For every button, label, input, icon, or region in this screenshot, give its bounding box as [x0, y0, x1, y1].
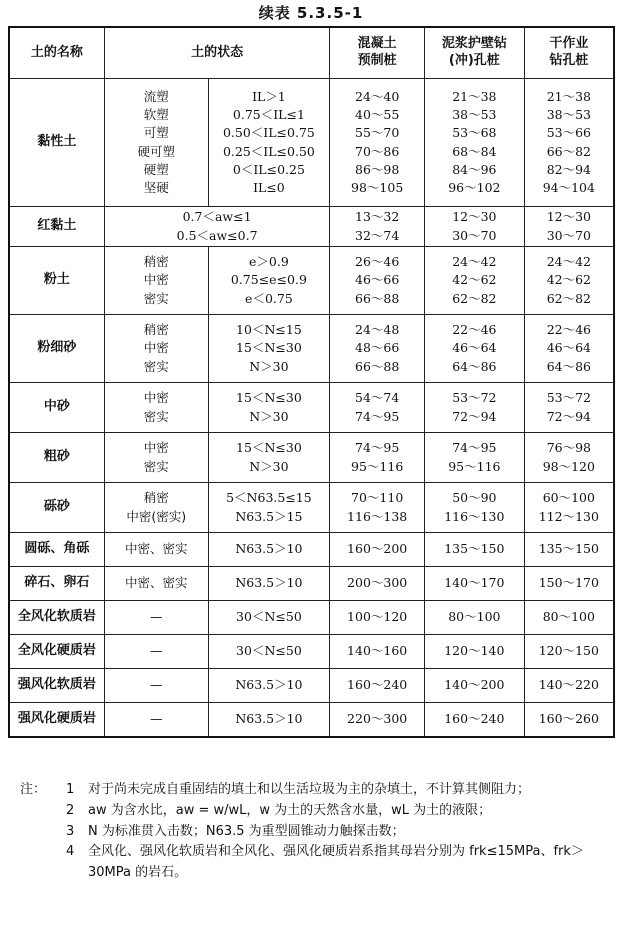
slurry-value-cell — [425, 383, 525, 433]
soil-state-cell-line: 中密 — [143, 340, 169, 356]
soil-condition-cell-line: 0.50＜IL≤0.75 — [222, 125, 315, 141]
table-row — [9, 433, 614, 483]
dry-value-cell-line: 21～38 — [546, 89, 591, 105]
slurry-value-cell-line: 21～38 — [452, 89, 497, 105]
table-row — [9, 635, 614, 669]
precast-value-cell — [330, 79, 425, 207]
slurry-value-cell — [425, 79, 525, 207]
precast-value-cell — [330, 315, 425, 383]
precast-value-cell-line: 54～74 — [355, 390, 400, 406]
slurry-value-cell-line: 74～95 — [452, 440, 497, 456]
dry-value-cell — [524, 483, 614, 533]
slurry-value-cell-line: 80～100 — [448, 609, 501, 625]
soil-condition-cell — [208, 635, 330, 669]
note-text: 全风化、强风化软质岩和全风化、强风化硬质岩系指其母岩分别为 frk≤15MPa、frk＞30MPa 的岩石。 — [88, 844, 584, 881]
table-row — [9, 533, 614, 567]
table-row — [9, 669, 614, 703]
soil-condition-cell-line: N＞30 — [249, 408, 289, 424]
dry-value-cell-line: 82～94 — [546, 161, 591, 177]
soil-state-cell-line: 硬可塑 — [137, 143, 175, 159]
soil-condition-cell-line: N63.5＞10 — [235, 711, 303, 727]
soil-condition-cell-line: 15＜N≤30 — [236, 390, 302, 406]
slurry-value-cell — [425, 567, 525, 601]
header-precast-pile: 混凝土 预制桩 — [330, 27, 425, 79]
slurry-value-cell-line: 53～72 — [452, 390, 497, 406]
soil-state-cell — [104, 383, 208, 433]
soil-condition-cell-line: N＞30 — [249, 458, 289, 474]
precast-value-cell — [330, 483, 425, 533]
soil-name-cell: 粉土 — [9, 247, 104, 315]
table-row — [9, 483, 614, 533]
slurry-value-cell-line: 72～94 — [452, 408, 497, 424]
soil-condition-cell — [208, 483, 330, 533]
dry-value-cell-line: 24～42 — [546, 254, 591, 270]
soil-condition-cell-line: e＞0.9 — [249, 254, 289, 270]
dry-value-cell-line: 62～82 — [546, 290, 591, 306]
soil-condition-cell — [104, 207, 329, 247]
soil-state-cell — [104, 601, 208, 635]
dry-value-cell — [524, 383, 614, 433]
side-resistance-table — [8, 26, 615, 738]
soil-condition-cell — [208, 433, 330, 483]
table-row — [9, 703, 614, 737]
dry-value-cell-line: 80～100 — [542, 609, 595, 625]
slurry-value-cell — [425, 703, 525, 737]
table-row — [9, 383, 614, 433]
note-label — [20, 801, 66, 822]
header-soil-name: 土的名称 — [9, 27, 104, 79]
slurry-value-cell-line: 64～86 — [452, 358, 497, 374]
note-number: 1 — [66, 782, 75, 797]
dry-value-cell-line: 140～220 — [538, 677, 599, 693]
precast-value-cell-line: 140～160 — [347, 643, 408, 659]
precast-value-cell-line: 40～55 — [355, 107, 400, 123]
soil-state-cell-line: 稍密 — [143, 254, 169, 270]
soil-condition-cell-line: 30＜N≤50 — [236, 609, 302, 625]
precast-value-cell-line: 116～138 — [347, 508, 408, 524]
table-row — [9, 247, 614, 315]
note-text: N 为标准贯入击数；N63.5 为重型圆锥动力触探击数； — [88, 823, 405, 839]
dry-value-cell — [524, 315, 614, 383]
slurry-value-cell-line: 42～62 — [452, 272, 497, 288]
dry-value-cell — [524, 79, 614, 207]
soil-name-cell: 碎石、卵石 — [9, 567, 104, 601]
soil-state-cell — [104, 247, 208, 315]
soil-state-cell — [104, 703, 208, 737]
precast-value-cell-line: 46～66 — [355, 272, 400, 288]
note-text: 对于尚未完成自重固结的填土和以生活垃圾为主的杂填土，不计算其侧阻力； — [88, 782, 531, 797]
dry-value-cell-line: 46～64 — [546, 340, 591, 356]
soil-condition-cell-line: N＞30 — [249, 358, 289, 374]
soil-condition-cell-line: 5＜N63.5≤15 — [226, 490, 312, 506]
soil-state-cell-line: 稍密 — [143, 490, 169, 506]
header-dry-pile: 干作业 钻孔桩 — [524, 27, 614, 79]
dry-value-cell-line: 94～104 — [542, 179, 595, 195]
slurry-value-cell-line: 120～140 — [444, 643, 505, 659]
slurry-value-cell — [425, 533, 525, 567]
slurry-value-cell-line: 62～82 — [452, 290, 497, 306]
soil-name-cell: 砾砂 — [9, 483, 104, 533]
soil-condition-cell — [208, 79, 330, 207]
precast-value-cell — [330, 601, 425, 635]
precast-value-cell-line: 48～66 — [355, 340, 400, 356]
soil-condition-cell-line: IL≤0 — [253, 179, 285, 195]
slurry-value-cell — [425, 207, 525, 247]
notes-section — [20, 780, 610, 884]
precast-value-cell — [330, 433, 425, 483]
slurry-value-cell-line: 84～96 — [452, 161, 497, 177]
soil-condition-cell — [208, 315, 330, 383]
table-title: 续表 5.3.5-1 — [258, 4, 364, 22]
dry-value-cell-line: 64～86 — [546, 358, 591, 374]
soil-state-cell-line: — — [149, 711, 163, 727]
precast-value-cell-line: 74～95 — [355, 440, 400, 456]
precast-value-cell — [330, 247, 425, 315]
soil-condition-cell — [208, 247, 330, 315]
dry-value-cell — [524, 703, 614, 737]
precast-value-cell-line: 55～70 — [355, 125, 400, 141]
slurry-value-cell-line: 46～64 — [452, 340, 497, 356]
soil-name-cell: 强风化硬质岩 — [9, 703, 104, 737]
soil-state-cell-line: 中密、密实 — [124, 575, 188, 591]
dry-value-cell-line: 22～46 — [546, 322, 591, 338]
soil-state-cell-line: 中密 — [143, 390, 169, 406]
soil-state-cell — [104, 533, 208, 567]
slurry-value-cell — [425, 433, 525, 483]
note-number: 4 — [66, 844, 75, 860]
soil-state-cell — [104, 79, 208, 207]
slurry-value-cell-line: 140～170 — [444, 575, 505, 591]
dry-value-cell — [524, 533, 614, 567]
header-soil-state: 土的状态 — [104, 27, 329, 79]
soil-condition-cell — [208, 383, 330, 433]
dry-value-cell — [524, 207, 614, 247]
soil-condition-cell-line: 0.7＜aw≤1 — [182, 209, 252, 225]
header-row — [9, 27, 614, 79]
precast-value-cell — [330, 207, 425, 247]
soil-state-cell-line: 软塑 — [143, 107, 169, 123]
precast-value-cell-line: 74～95 — [355, 408, 400, 424]
note-number: 2 — [66, 802, 75, 818]
precast-value-cell-line: 160～240 — [347, 677, 408, 693]
slurry-value-cell — [425, 635, 525, 669]
soil-condition-cell — [208, 669, 330, 703]
slurry-value-cell — [425, 315, 525, 383]
note-label: 注： — [20, 782, 47, 797]
dry-value-cell — [524, 567, 614, 601]
soil-condition-cell-line: N63.5＞10 — [235, 541, 303, 557]
slurry-value-cell — [425, 483, 525, 533]
soil-state-cell — [104, 315, 208, 383]
dry-value-cell-line: 98～120 — [542, 458, 595, 474]
soil-condition-cell-line: 0.75≤e≤0.9 — [230, 272, 307, 288]
soil-state-cell — [104, 635, 208, 669]
slurry-value-cell-line: 68～84 — [452, 143, 497, 159]
slurry-value-cell-line: 140～200 — [444, 677, 505, 693]
soil-state-cell-line: — — [149, 643, 163, 659]
slurry-value-cell-line: 160～240 — [444, 711, 505, 727]
soil-condition-cell-line: 0＜IL≤0.25 — [232, 161, 305, 177]
precast-value-cell — [330, 703, 425, 737]
header-slurry-pile: 泥浆护壁钻 (冲)孔桩 — [425, 27, 525, 79]
dry-value-cell — [524, 669, 614, 703]
soil-state-cell — [104, 669, 208, 703]
table-row — [9, 601, 614, 635]
soil-condition-cell — [208, 703, 330, 737]
dry-value-cell-line: 72～94 — [546, 408, 591, 424]
soil-condition-cell-line: N63.5＞10 — [235, 677, 303, 693]
slurry-value-cell — [425, 247, 525, 315]
soil-state-cell — [104, 483, 208, 533]
soil-state-cell-line: 稍密 — [143, 322, 169, 338]
precast-value-cell-line: 26～46 — [355, 254, 400, 270]
precast-value-cell-line: 66～88 — [355, 358, 400, 374]
soil-condition-cell-line: N63.5＞10 — [235, 575, 303, 591]
soil-condition-cell-line: 0.5＜aw≤0.7 — [176, 227, 258, 243]
precast-value-cell-line: 66～88 — [355, 290, 400, 306]
precast-value-cell-line: 70～86 — [355, 143, 400, 159]
soil-name-cell: 黏性土 — [9, 79, 104, 207]
soil-name-cell: 全风化硬质岩 — [9, 635, 104, 669]
slurry-value-cell-line: 116～130 — [444, 508, 505, 524]
soil-condition-cell-line: 0.75＜IL≤1 — [232, 107, 305, 123]
dry-value-cell-line: 150～170 — [538, 575, 599, 591]
note-label — [20, 842, 66, 884]
soil-state-cell-line: 流塑 — [143, 89, 169, 105]
precast-value-cell-line: 100～120 — [347, 609, 408, 625]
soil-state-cell-line: 密实 — [143, 458, 169, 474]
soil-state-cell — [104, 433, 208, 483]
soil-state-cell-line: — — [149, 677, 163, 693]
slurry-value-cell-line: 50～90 — [452, 490, 497, 506]
soil-name-cell: 全风化软质岩 — [9, 601, 104, 635]
precast-value-cell-line: 98～105 — [351, 179, 404, 195]
note-item — [20, 842, 610, 884]
note-text: aw 为含水比，aw = w/wL，w 为土的天然含水量，wL 为土的液限； — [88, 802, 492, 818]
soil-state-cell-line: 密实 — [143, 408, 169, 424]
note-number: 3 — [66, 823, 75, 839]
dry-value-cell — [524, 433, 614, 483]
precast-value-cell-line: 32～74 — [355, 227, 400, 243]
soil-state-cell-line: 密实 — [143, 290, 169, 306]
table-row — [9, 315, 614, 383]
soil-state-cell-line: 可塑 — [143, 125, 169, 141]
precast-value-cell — [330, 669, 425, 703]
soil-name-cell: 圆砾、角砾 — [9, 533, 104, 567]
precast-value-cell — [330, 635, 425, 669]
precast-value-cell-line: 70～110 — [351, 490, 404, 506]
slurry-value-cell-line: 24～42 — [452, 254, 497, 270]
dry-value-cell-line: 120～150 — [538, 643, 599, 659]
soil-state-cell-line: 中密 — [143, 440, 169, 456]
dry-value-cell-line: 42～62 — [546, 272, 591, 288]
soil-condition-cell-line: 0.25＜IL≤0.50 — [222, 143, 315, 159]
dry-value-cell-line: 12～30 — [546, 209, 591, 225]
precast-value-cell-line: 24～40 — [355, 89, 400, 105]
dry-value-cell-line: 135～150 — [538, 541, 599, 557]
slurry-value-cell — [425, 669, 525, 703]
precast-value-cell-line: 95～116 — [351, 458, 404, 474]
soil-condition-cell — [208, 533, 330, 567]
soil-state-cell-line: 坚硬 — [143, 179, 169, 195]
soil-condition-cell-line: e＜0.75 — [245, 290, 293, 306]
slurry-value-cell-line: 30～70 — [452, 227, 497, 243]
slurry-value-cell-line: 95～116 — [448, 458, 501, 474]
dry-value-cell-line: 38～53 — [546, 107, 591, 123]
soil-condition-cell-line: 10＜N≤15 — [236, 322, 302, 338]
precast-value-cell-line: 220～300 — [347, 711, 408, 727]
soil-name-cell: 中砂 — [9, 383, 104, 433]
dry-value-cell — [524, 635, 614, 669]
dry-value-cell-line: 112～130 — [538, 508, 599, 524]
soil-condition-cell — [208, 567, 330, 601]
soil-condition-cell-line: 15＜N≤30 — [236, 340, 302, 356]
precast-value-cell-line: 200～300 — [347, 575, 408, 591]
precast-value-cell — [330, 383, 425, 433]
soil-condition-cell-line: IL＞1 — [252, 89, 286, 105]
dry-value-cell-line: 30～70 — [546, 227, 591, 243]
soil-state-cell-line: 中密、密实 — [124, 541, 188, 557]
soil-state-cell-line: 中密 — [143, 272, 169, 288]
slurry-value-cell-line: 96～102 — [448, 179, 501, 195]
precast-value-cell-line: 160～200 — [347, 541, 408, 557]
soil-name-cell: 强风化软质岩 — [9, 669, 104, 703]
soil-condition-cell-line: 30＜N≤50 — [236, 643, 302, 659]
soil-state-cell-line: 中密(密实) — [126, 508, 187, 524]
slurry-value-cell-line: 135～150 — [444, 541, 505, 557]
dry-value-cell — [524, 601, 614, 635]
soil-condition-cell-line: 15＜N≤30 — [236, 440, 302, 456]
soil-state-cell-line: — — [149, 609, 163, 625]
soil-condition-cell-line: N63.5＞15 — [235, 508, 303, 524]
soil-state-cell-line: 硬塑 — [143, 161, 169, 177]
dry-value-cell-line: 76～98 — [546, 440, 591, 456]
slurry-value-cell-line: 53～68 — [452, 125, 497, 141]
soil-condition-cell — [208, 601, 330, 635]
dry-value-cell-line: 53～72 — [546, 390, 591, 406]
table-row — [9, 567, 614, 601]
dry-value-cell-line: 160～260 — [538, 711, 599, 727]
slurry-value-cell-line: 12～30 — [452, 209, 497, 225]
dry-value-cell-line: 53～66 — [546, 125, 591, 141]
precast-value-cell-line: 86～98 — [355, 161, 400, 177]
dry-value-cell-line: 66～82 — [546, 143, 591, 159]
note-item — [20, 780, 610, 801]
precast-value-cell-line: 24～48 — [355, 322, 400, 338]
precast-value-cell — [330, 533, 425, 567]
dry-value-cell — [524, 247, 614, 315]
soil-name-cell: 粗砂 — [9, 433, 104, 483]
dry-value-cell-line: 60～100 — [542, 490, 595, 506]
note-label — [20, 822, 66, 843]
note-item — [20, 801, 610, 822]
slurry-value-cell-line: 38～53 — [452, 107, 497, 123]
table-row — [9, 79, 614, 207]
note-item — [20, 822, 610, 843]
soil-name-cell: 红黏土 — [9, 207, 104, 247]
soil-state-cell-line: 密实 — [143, 358, 169, 374]
precast-value-cell — [330, 567, 425, 601]
table-row — [9, 207, 614, 247]
soil-name-cell: 粉细砂 — [9, 315, 104, 383]
slurry-value-cell — [425, 601, 525, 635]
slurry-value-cell-line: 22～46 — [452, 322, 497, 338]
soil-state-cell — [104, 567, 208, 601]
precast-value-cell-line: 13～32 — [355, 209, 400, 225]
